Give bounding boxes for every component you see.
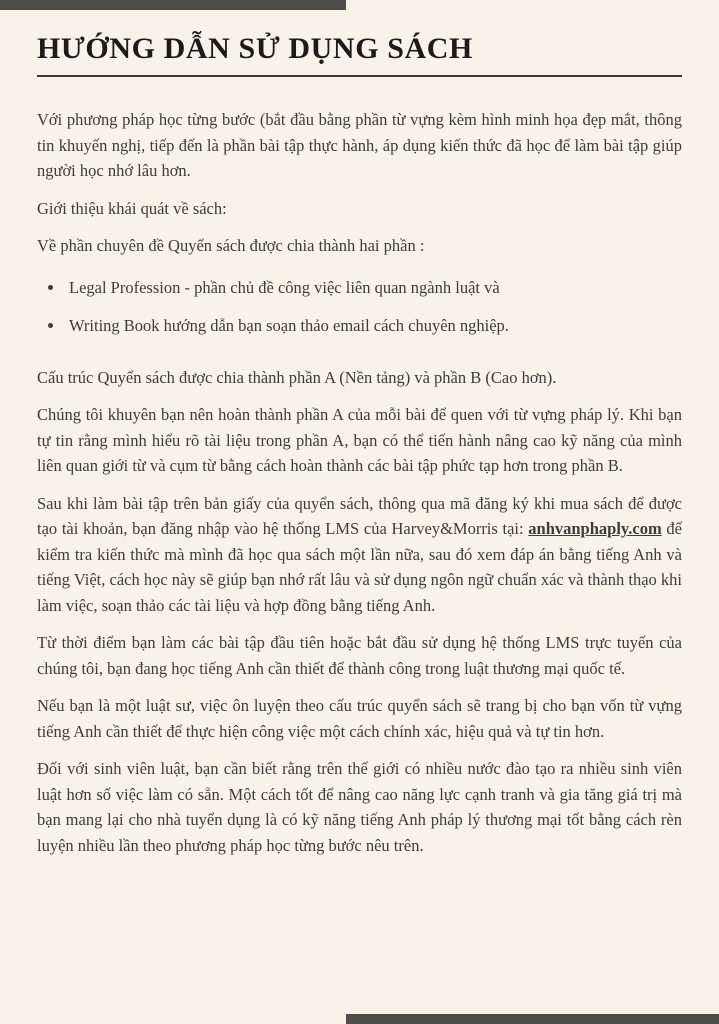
bottom-right-decoration-bar — [346, 1014, 719, 1024]
paragraph-from-first-exercises: Từ thời điểm bạn làm các bài tập đầu tiên hoặc bắt đầu sử dụng hệ thống LMS trực tuyến của chúng tôi, bạn đang học tiếng Anh cần thiết để thành công trong luật thương mại quốc tế. — [37, 633, 682, 678]
paragraph-overview-heading: Giới thiệu khái quát về sách: — [37, 198, 227, 218]
paragraph-intro: Với phương pháp học từng bước (bắt đầu bằng phần từ vựng kèm hình minh họa đẹp mắt, thông tin khuyến nghị, tiếp đến là phần bài tập thực hành, áp dụng kiến thức đã học để làm bài tập giúp người học nhớ lâu hơn. — [37, 110, 682, 180]
title-divider — [37, 75, 682, 77]
website-link[interactable]: anhvanphaply.com — [528, 519, 662, 538]
paragraph-recommend: Chúng tôi khuyên bạn nên hoàn thành phần A của mỗi bài để quen với từ vựng pháp lý. Khi bạn tự tin rằng mình hiểu rõ tài liệu trong phần A, bạn có thể tiến hành nâng cao kỹ năng của mình liên quan giới từ và cụm từ bằng cách hoàn thành các bài tập phức tạp hơn trong phần B. — [37, 405, 682, 475]
paragraph-structure: Cấu trúc Quyển sách được chia thành phần A (Nền tảng) và phần B (Cao hơn). — [37, 367, 557, 387]
top-left-decoration-bar — [0, 0, 346, 10]
page-title: HƯỚNG DẪN SỬ DỤNG SÁCH — [37, 32, 473, 65]
list-item-legal-profession: • Legal Profession - phần chủ đề công việc liên quan ngành luật và — [65, 275, 682, 301]
paragraph-law-student: Đối với sinh viên luật, bạn cần biết rằng trên thế giới có nhiều nước đào tạo ra nhiều sinh viên luật hơn số việc làm có sẵn. Một cách tốt để nâng cao năng lực cạnh tranh và gia tăng giá trị mà bạn mang lại cho nhà tuyển dụng là có kỹ năng tiếng Anh pháp lý thương mại tốt bằng cách rèn luyện nhiều lần theo phương pháp học từng bước nêu trên. — [37, 759, 682, 855]
document-body — [37, 107, 682, 858]
paragraph-lms — [37, 491, 682, 619]
paragraph-lawyer: Nếu bạn là một luật sư, việc ôn luyện theo cấu trúc quyển sách sẽ trang bị cho bạn vốn từ vựng tiếng Anh cần thiết để thực hiện công việc một cách chính xác, hiệu quả và tự tin hơn. — [37, 696, 682, 741]
book-parts-list — [37, 275, 682, 339]
list-item-writing-book: • Writing Book hướng dẫn bạn soạn thảo email cách chuyên nghiệp. — [65, 313, 682, 339]
paragraph-lms-before-link: Sau khi làm bài tập trên bản giấy của quyển sách, thông qua mã đăng ký khi mua sách để được tạo tài khoản, bạn đăng nhập vào hệ thống LMS của Harvey&Morris tại: — [37, 493, 682, 538]
paragraph-lms-after-link: để kiểm tra kiến thức mà mình đã học qua sách một lần nữa, sau đó xem đáp án bằng tiếng Anh và tiếng Việt, cách học này sẽ giúp bạn nhớ rất lâu và sử dụng ngôn ngữ chuẩn xác và thành thạo khi làm việc, soạn thảo các tài liệu và hợp đồng bằng tiếng Anh. — [37, 519, 682, 615]
paragraph-parts-intro: Về phần chuyên đề Quyển sách được chia thành hai phần : — [37, 236, 425, 255]
